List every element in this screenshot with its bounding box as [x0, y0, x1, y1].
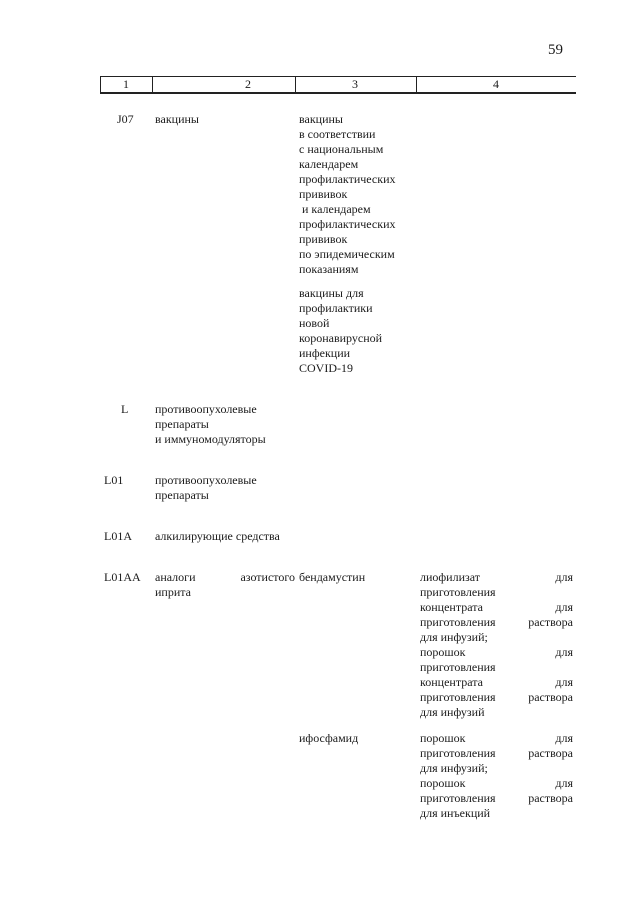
text-line: вакцины для: [299, 286, 364, 300]
text-line: препараты: [155, 488, 209, 502]
text-line: для инфузий;: [420, 761, 488, 775]
dosage-forms-bendamustine: [420, 570, 573, 720]
text-line: профилактических: [299, 217, 396, 231]
text-line: приготовления раствора: [420, 746, 573, 760]
text-line: календарем: [299, 157, 359, 171]
group-name-l: [155, 402, 295, 447]
code-l01aa: L01AA: [104, 570, 141, 584]
header-col-1: 1: [123, 77, 129, 91]
text-line: вакцины: [299, 112, 343, 126]
text-line: порошок для: [420, 731, 573, 745]
text-line: концентрата для: [420, 600, 573, 614]
header-col-2: 2: [245, 77, 251, 91]
code-l: L: [121, 402, 129, 416]
text-line: [155, 570, 295, 585]
text-line: для инъекций: [420, 806, 491, 820]
text-word: аналоги: [155, 570, 196, 584]
j07-vaccines-calendar: [299, 112, 414, 277]
text-line: с национальным: [299, 142, 384, 156]
j07-vaccines-covid: [299, 286, 414, 376]
text-line: препараты: [155, 417, 209, 431]
text-line: профилактических: [299, 172, 396, 186]
group-name-j07: вакцины: [155, 112, 199, 126]
text-line: COVID-19: [299, 361, 353, 375]
text-line: приготовления: [420, 660, 496, 674]
header-col-4: 4: [493, 77, 499, 91]
text-line: показаниям: [299, 262, 359, 276]
text-line: концентрата для: [420, 675, 573, 689]
text-line: в соответствии: [299, 127, 376, 141]
page-number: 59: [548, 42, 563, 58]
text-word: азотистого: [240, 570, 295, 584]
group-name-l01aa: [155, 570, 295, 600]
text-line: приготовления: [420, 585, 496, 599]
text-line: иприта: [155, 585, 191, 599]
text-line: для инфузий;: [420, 630, 488, 644]
text-line: приготовления раствора: [420, 791, 573, 805]
text-line: профилактики: [299, 301, 373, 315]
text-line: порошок для: [420, 645, 573, 659]
text-line: инфекции: [299, 346, 351, 360]
text-line: для инфузий: [420, 705, 485, 719]
text-line: противоопухолевые: [155, 402, 257, 416]
text-line: прививок: [299, 232, 348, 246]
text-line: и календарем: [299, 202, 371, 216]
text-line: по эпидемическим: [299, 247, 395, 261]
text-line: приготовления раствора: [420, 615, 573, 629]
code-j07: J07: [117, 112, 134, 126]
text-line: новой: [299, 316, 330, 330]
drug-name-ifosfamide: ифосфамид: [299, 731, 359, 745]
group-name-l01: [155, 473, 295, 503]
header-bottom-rule: [100, 92, 576, 94]
text-line: порошок для: [420, 776, 573, 790]
group-name-l01a: алкилирующие средства: [155, 529, 280, 543]
text-line: и иммуномодуляторы: [155, 432, 266, 446]
text-line: лиофилизат для: [420, 570, 573, 584]
table-header: [100, 76, 576, 93]
code-l01: L01: [104, 473, 124, 487]
text-line: противоопухолевые: [155, 473, 257, 487]
drug-name-bendamustine: бендамустин: [299, 570, 366, 584]
text-line: коронавирусной: [299, 331, 383, 345]
dosage-forms-ifosfamide: [420, 731, 573, 821]
text-line: приготовления раствора: [420, 690, 573, 704]
header-col-3: 3: [352, 77, 358, 91]
text-line: прививок: [299, 187, 348, 201]
code-l01a: L01A: [104, 529, 132, 543]
